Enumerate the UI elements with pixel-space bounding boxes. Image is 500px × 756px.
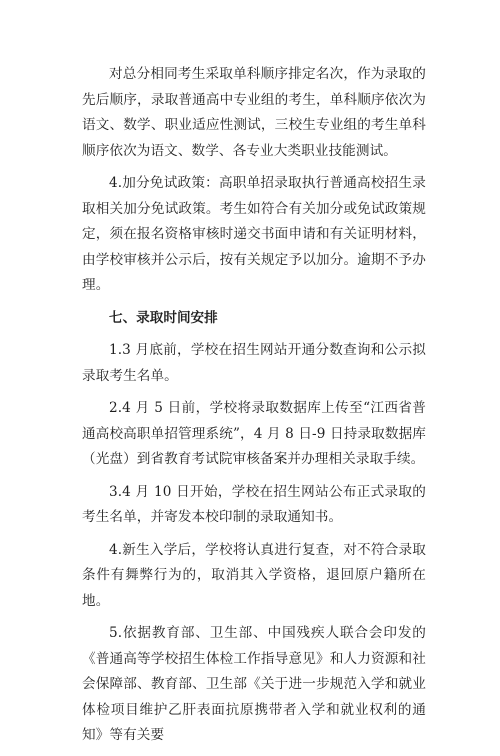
- document-body: [82, 62, 426, 756]
- schedule-item-3: 3.4 月 10 日开始，学校在招生网站公布正式录取的考生名单，并寄发本校印制的录取通知书。: [82, 483, 426, 525]
- schedule-item-1: 1.3 月底前，学校在招生网站开通分数查询和公示拟录取考生名单。: [82, 342, 426, 384]
- schedule-item-4: 4.新生入学后，学校将认真进行复查，对不符合录取条件有舞弊行为的，取消其入学资格，退回原户籍所在地。: [82, 541, 426, 609]
- schedule-item-5: 5.依据教育部、卫生部、中国残疾人联合会印发的《普通高等学校招生体检工作指导意见》和人力资源和社会保障部、教育部、卫生部《关于进一步规范入学和就业体检项目维护乙肝表面抗原携带者入学和就业权利的通知》等有关要: [82, 625, 426, 743]
- paragraph-bonus-policy: 4.加分免试政策：高职单招录取执行普通高校招生录取相关加分免试政策。考生如符合有关加分或免试政策规定，须在报名资格审核时递交书面申请和有关证明材料，由学校审核并公示后，按有关规定予以加分。逾期不予办理。: [82, 175, 426, 293]
- paragraph-ranking-order: 对总分相同考生采取单科顺序排定名次，作为录取的先后顺序，录取普通高中专业组的考生，单科顺序依次为语文、数学、职业适应性测试，三校生专业组的考生单科顺序依次为语文、数学、各专业大类职业技能测试。: [82, 66, 426, 159]
- schedule-item-2: 2.4 月 5 日前，学校将录取数据库上传至“江西省普通高校高职单招管理系统”，4 月 8 日-9 日持录取数据库（光盘）到省教育考试院审核备案并办理相关录取手续。: [82, 400, 426, 467]
- section-heading: 七、录取时间安排: [109, 309, 218, 326]
